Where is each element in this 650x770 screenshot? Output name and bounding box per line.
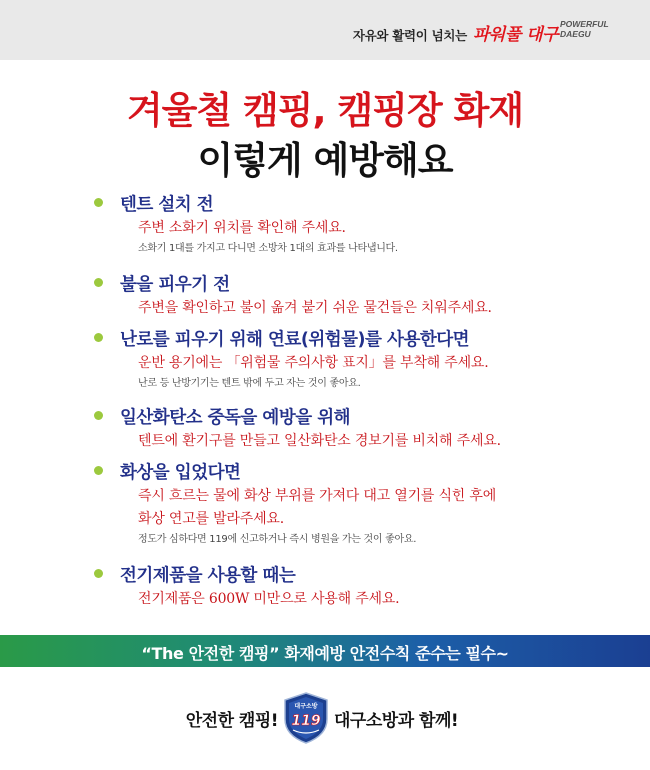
tip-note: 소화기 1대를 가지고 다니면 소방차 1대의 효과를 나타냅니다.	[138, 243, 398, 254]
brand-english-line1: POWERFUL	[560, 19, 609, 29]
tip-title: 난로를 피우기 위해 연료(위험물)를 사용한다면	[120, 330, 470, 350]
tip-text: 즉시 흐르는 물에 화상 부위를 가져다 대고 열기를 식힌 후에	[138, 488, 497, 504]
tip-section	[100, 273, 620, 320]
tip-note: 정도가 심하다면 119에 신고하거나 즉시 병원을 가는 것이 좋아요.	[138, 534, 417, 545]
footer-right-text: 대구소방과 함께!	[334, 711, 459, 731]
tip-text: 주변 소화기 위치를 확인해 주세요.	[138, 220, 346, 236]
fire-department-119-emblem-icon	[283, 692, 329, 744]
tip-section	[100, 193, 620, 258]
tip-title: 불을 피우기 전	[120, 275, 230, 295]
slogan-banner	[0, 635, 650, 667]
tip-text: 텐트에 환기구를 만들고 일산화탄소 경보기를 비치해 주세요.	[138, 433, 501, 449]
tip-section	[100, 564, 620, 611]
tip-title: 일산화탄소 중독을 예방을 위해	[120, 408, 351, 428]
bullet-dot-icon	[94, 333, 103, 342]
emblem-top-text: 대구소방	[294, 703, 318, 710]
tip-note: 난로 등 난방기기는 텐트 밖에 두고 자는 것이 좋아요.	[138, 378, 361, 389]
tip-section	[100, 406, 620, 453]
brand-english	[560, 19, 609, 39]
bullet-dot-icon	[94, 278, 103, 287]
bullet-dot-icon	[94, 198, 103, 207]
top-header-bar	[0, 0, 650, 60]
city-slogan	[353, 20, 558, 45]
tip-text: 주변을 확인하고 불이 옮겨 붙기 쉬운 물건들은 치워주세요.	[138, 300, 492, 316]
tip-title: 전기제품을 사용할 때는	[120, 566, 296, 586]
brand-english-line2: DAEGU	[560, 29, 591, 39]
tip-section	[100, 461, 620, 549]
tip-title: 텐트 설치 전	[120, 195, 214, 215]
bullet-dot-icon	[94, 569, 103, 578]
slogan-tagline: 자유와 활력이 넘치는	[352, 28, 467, 43]
page-title: 겨울철 캠핑, 캠핑장 화재	[126, 89, 524, 132]
page-subtitle: 이렇게 예방해요	[197, 139, 453, 182]
tip-text: 운반 용기에는 「위험물 주의사항 표지」를 부착해 주세요.	[138, 355, 489, 371]
footer-left-text: 안전한 캠핑!	[185, 711, 278, 731]
banner-text: “The 안전한 캠핑” 화재예방 안전수칙 준수는 필수~	[141, 644, 509, 663]
tip-text: 화상 연고를 발라주세요.	[138, 511, 284, 527]
footer	[0, 690, 650, 750]
emblem-number: 119	[291, 713, 321, 729]
bullet-dot-icon	[94, 411, 103, 420]
tip-text: 전기제품은 600W 미만으로 사용해 주세요.	[138, 591, 400, 607]
tip-section	[100, 328, 620, 393]
brand-logo-text: 파워풀 대구	[472, 25, 558, 45]
bullet-dot-icon	[94, 466, 103, 475]
tip-title: 화상을 입었다면	[120, 463, 241, 483]
